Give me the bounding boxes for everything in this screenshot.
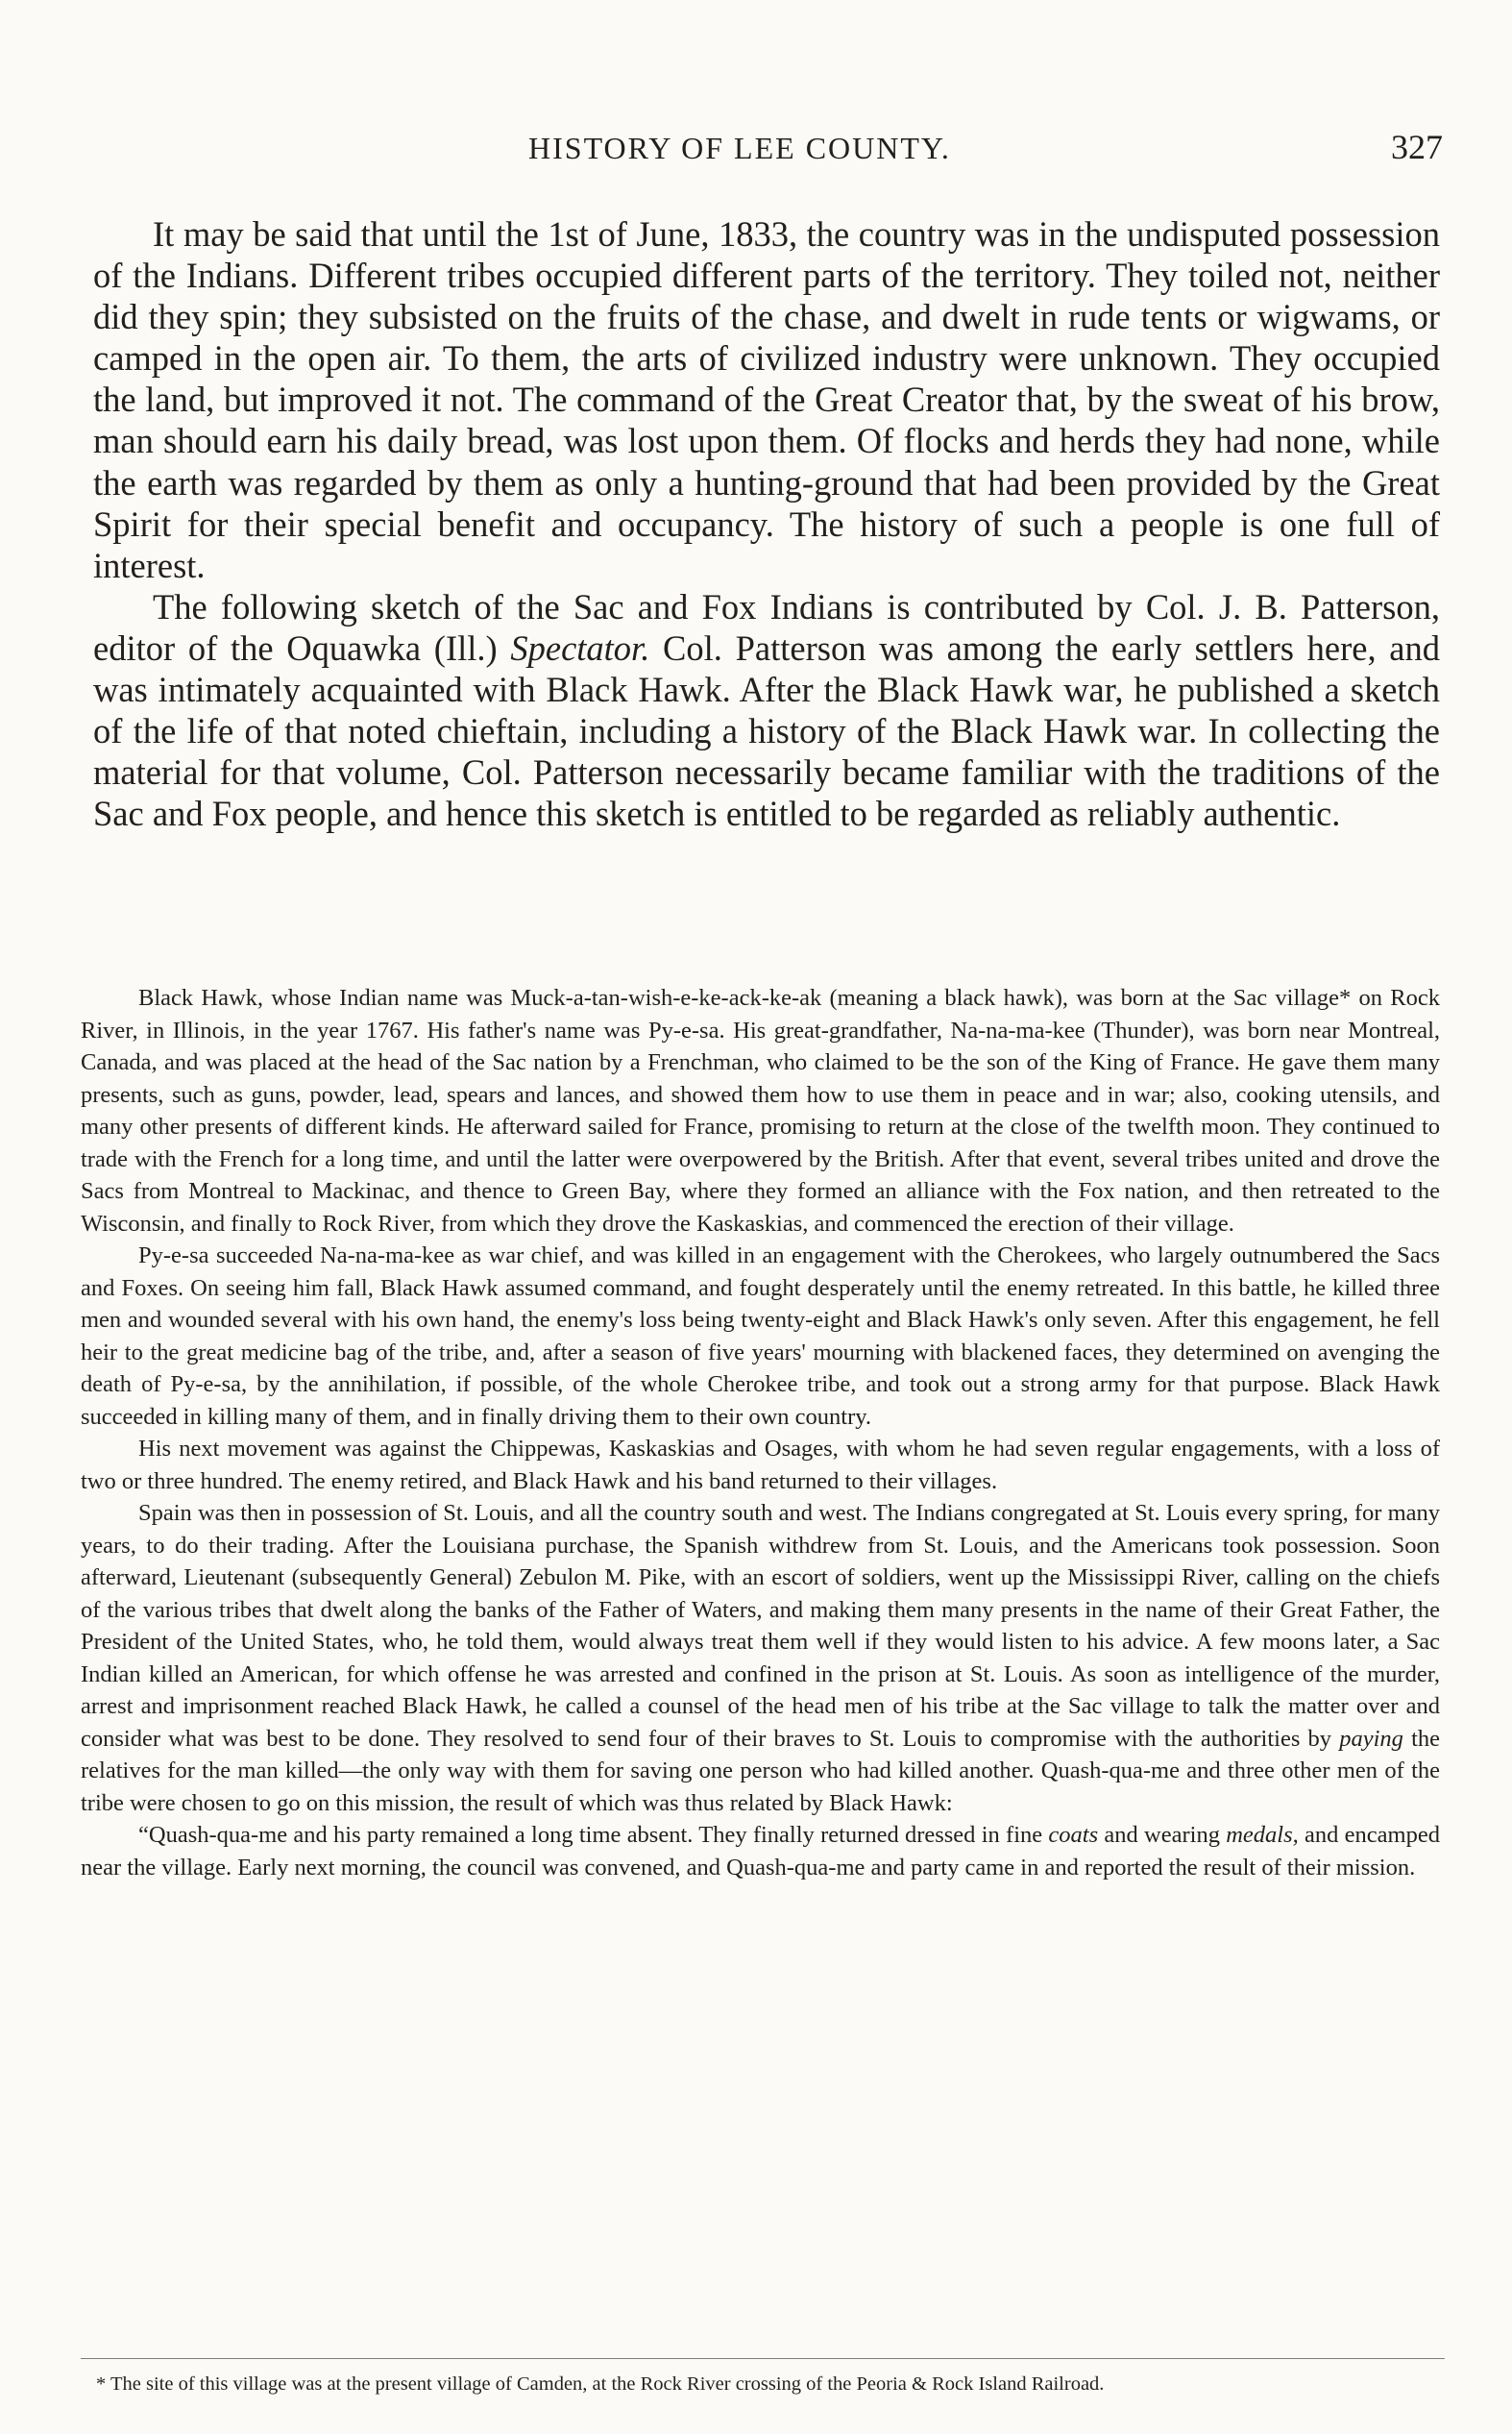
- italic-word: coats: [1048, 1822, 1099, 1848]
- publication-title: Spectator.: [510, 627, 650, 668]
- paragraph-text: Spain was then in possession of St. Louis, and all the country south and west. The Indians congregated at St. Louis every spring, for many years, to do their trading. After the Louisiana purchase, the Spanish withdrew from St. Louis, and the Americans took possession. Soon afterward, Lieutenant (subsequently General) Zebulon M. Pike, with an escort of soldiers, went up the Mississippi River, calling on the chiefs of the various tribes that dwelt along the banks of the Father of Waters, and making them many presents in the name of their Great Father, the President of the United States, who, he told them, would always treat them well if they would listen to his advice. A few moons later, a Sac Indian killed an American, for which offense he was arrested and confined in the prison at St. Louis. As soon as intelligence of the murder, arrest and imprisonment reached Black Hawk, he called a counsel of the head men of his tribe at the Sac village to talk the matter over and consider what was best to be done. They resolved to send four of their braves to St. Louis to compromise with the authorities by: [81, 1500, 1440, 1752]
- main-introduction: [93, 213, 1440, 834]
- paragraph-text: The following sketch of the Sac and Fox Indians is contributed by Col. J. B. Patterson, editor of the Oquawka (Ill.): [93, 586, 1440, 668]
- paragraph-sketch-source: [93, 586, 1440, 835]
- paragraph-quotation: [81, 1819, 1440, 1883]
- quotation-text: and encamped near the village. Early next morning, the council was convened, and Quash-qua-me and party came in and reported the result of their mission.: [81, 1822, 1440, 1881]
- quotation-text: “Quash-qua-me and his party remained a long time absent. They finally returned dressed in fine: [138, 1822, 1049, 1848]
- paragraph-possession: It may be said that until the 1st of June, 1833, the country was in the undisputed possession of the Indians. Different tribes occupied different parts of the territory. They toiled not, neither did they spin; they subsisted on the fruits of the chase, and dwelt in rude tents or wigwams, or camped in the open air. To them, the arts of civilized industry were unknown. They occupied the land, but improved it not. The command of the Great Creator that, by the sweat of his brow, man should earn his daily bread, was lost upon them. Of flocks and herds they had none, while the earth was regarded by them as only a hunting-ground that had been provided by the Great Spirit for their special benefit and occupancy. The history of such a people is one full of interest.: [93, 214, 1440, 585]
- paragraph-chippewa-engagements: His next movement was against the Chippewas, Kaskaskias and Osages, with whom he had seven regular engagements, with a loss of two or three hundred. The enemy retired, and Black Hawk and his band returned to their villages.: [81, 1436, 1440, 1494]
- italic-word: medals,: [1226, 1822, 1299, 1848]
- paragraph-text: Col. Patterson was among the early settlers here, and was intimately acquainted with Black Hawk. After the Black Hawk war, he published a sketch of the life of that noted chieftain, including a history of the Black Hawk war. In collecting the material for that volume, Col. Patterson necessarily became familiar with the traditions of the Sac and Fox people, and hence this sketch is entitled to be regarded as reliably authentic.: [93, 627, 1440, 834]
- footnote: [44, 2373, 1440, 2397]
- page-number: 327: [1391, 128, 1443, 166]
- paragraph-cherokee-battle: Py-e-sa succeeded Na-na-ma-kee as war chief, and was killed in an engagement with the Cherokees, who largely outnumbered the Sacs and Foxes. On seeing him fall, Black Hawk assumed command, and fought desperately until the enemy retreated. In this battle, he killed three men and wounded several with his own hand, the enemy's loss being twenty-eight and Black Hawk's only seven. After this engagement, he fell heir to the great medicine bag of the tribe, and, after a season of five years' mourning with blackened faces, they determined on avenging the death of Py-e-sa, by the annihilation, if possible, of the whole Cherokee tribe, and took out a strong army for that purpose. Black Hawk succeeded in killing many of them, and in finally driving them to their own country.: [81, 1242, 1440, 1430]
- black-hawk-account: [81, 982, 1440, 1883]
- paragraph-black-hawk-origins: Black Hawk, whose Indian name was Muck-a-tan-wish-e-ke-ack-ke-ak (meaning a black hawk), was born at the Sac village* on Rock River, in Illinois, in the year 1767. His father's name was Py-e-sa. His great-grandfather, Na-na-ma-kee (Thunder), was born near Montreal, Canada, and was placed at the head of the Sac nation by a Frenchman, who claimed to be the son of the King of France. He gave them many presents, such as guns, powder, lead, spears and lances, and showed them how to use them in peace and in war; also, cooking utensils, and many other presents of different kinds. He afterward sailed for France, promising to return at the close of the twelfth moon. They continued to trade with the French for a long time, and until the latter were overpowered by the British. After that event, several tribes united and drove the Sacs from Montreal to Mackinac, and thence to Green Bay, where they formed an alliance with the Fox nation, and then retreated to the Wisconsin, and finally to Rock River, from which they drove the Kaskaskias, and commenced the erection of their village.: [81, 985, 1440, 1237]
- italic-word: paying: [1339, 1725, 1403, 1752]
- running-header-title: HISTORY OF LEE COUNTY.: [528, 131, 951, 165]
- paragraph-text: the relatives for the man killed—the only way with them for saving one person who had killed another. Quash-qua-me and three other men of the tribe were chosen to go on this mission, the result of which was thus related by Black Hawk:: [81, 1725, 1440, 1816]
- footnote-text: * The site of this village was at the present village of Camden, at the Rock River crossing of the Peoria & Rock Island Railroad.: [96, 2373, 1105, 2395]
- paragraph-st-louis: [81, 1497, 1440, 1819]
- footnote-divider: [81, 2358, 1445, 2359]
- quotation-text: and wearing: [1098, 1822, 1227, 1848]
